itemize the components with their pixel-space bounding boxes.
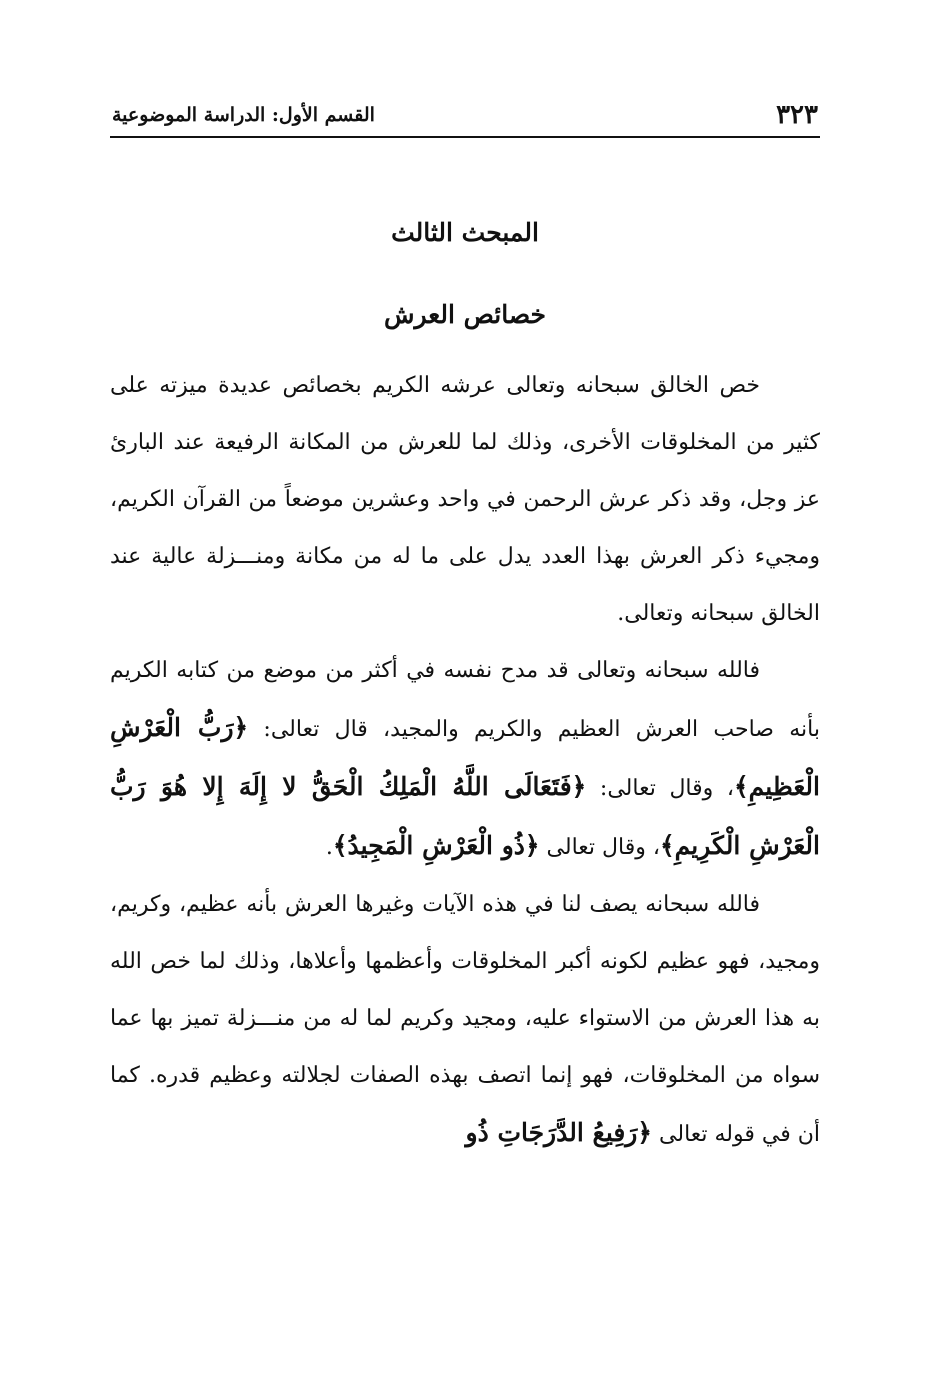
paragraph-2 [110,642,820,876]
paragraph-1: خص الخالق سبحانه وتعالى عرشه الكريم بخصائص عديدة ميزته على كثير من المخلوقات الأخرى، وذلك لما للعرش من المكانة الرفيعة عند البارئ عز وجل، وقد ذكر عرش الرحمن في واحد وعشرين موضعاً من القرآن الكريم، ومجيء ذكر العرش بهذا العدد يدل على ما له من مكانة ومنـــزلة عالية عند الخالق سبحانه وتعالى. [110,373,820,626]
book-page [110,90,820,1290]
quran-verse-3: ﴿ذُو الْعَرْشِ الْمَجِيدُ﴾ [332,831,540,860]
running-header [110,90,820,138]
paragraph-2-text-4: . [325,835,333,860]
running-section-title: القسم الأول: الدراسة الموضوعية [112,104,375,126]
quran-verse-1: ﴿رَبُّ الْعَرْشِ الْعَظِيمِ﴾ [110,713,820,801]
body-text [110,357,820,1163]
paragraph-2-text-2: ، وقال تعالى: [586,776,735,801]
paragraph-3 [110,876,820,1163]
paragraph-2-text-3: ، وقال تعالى [539,835,660,860]
quran-verse-2: ﴿فَتَعَالَى اللَّهُ الْمَلِكُ الْحَقُّ لا إِلَهَ إِلا هُوَ رَبُّ الْعَرْشِ الْكَرِيمِ﴾ [110,772,820,860]
chapter-heading: المبحث الثالث [391,218,539,247]
quran-verse-4: ﴿رَفِيعُ الدَّرَجَاتِ ذُو [465,1118,653,1147]
paragraph-2-text-1: فالله سبحانه وتعالى قد مدح نفسه في أكثر من موضع من كتابه الكريم بأنه صاحب العرش العظيم والكريم والمجيد، قال تعالى: [110,658,820,742]
subject-heading: خصائص العرش [384,300,546,329]
paragraph-3-text-1: فالله سبحانه يصف لنا في هذه الآيات وغيرها العرش بأنه عظيم، وكريم، ومجيد، فهو عظيم لكونه أكبر المخلوقات وأعظمها وأعلاها، وذلك لما خص الله به هذا العرش من الاستواء عليه، ومجيد وكريم لما له من منـــزلة تميز بها عما سواه من المخلوقات، فهو إنما اتصف بهذه الصفات لجلالته وعظيم قدره. كما أن في قوله تعالى [110,892,820,1147]
page-number: ٣٢٣ [776,100,818,130]
